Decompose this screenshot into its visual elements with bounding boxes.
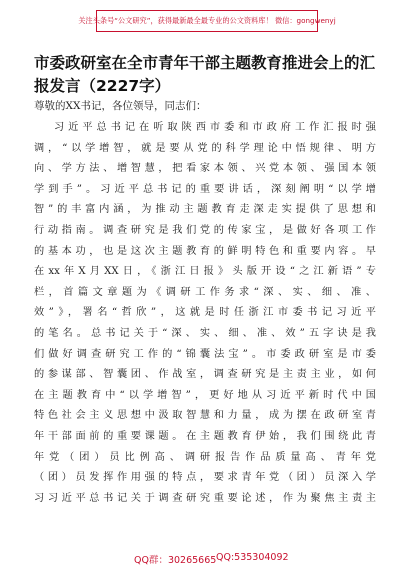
document-title: 市委政研室在全市青年干部主题教育推进会上的汇报发言（2227字） [34,54,376,95]
body-line: （团）员发挥作用强的特点，要求青年党（团）员深入学 [34,472,376,484]
body-line: 在主题教育中“以学增智”，更好地从习近平新时代中国 [34,389,376,401]
body-line: 习近平总书记在听取陕西市委和市政府工作汇报时强 [54,122,376,133]
body-line: 在xx年X月XX日，《浙江日报》头版开设“之江新语”专 [34,266,376,278]
qq-group-number: QQ群：30265665 [134,555,217,566]
body-line: 智”的丰富内涵，为推动主题教育走深走实提供了思想和 [34,204,376,216]
banner-text: 关注头条号“公文研究”，获得最新最全最专业的公文资料库！ 微信：gongwenyj [78,16,336,25]
body-line: 年干部面前的重要课题。在主题教育伊始，我们围绕此青 [34,430,376,442]
salutation: 尊敬的XX书记，各位领导，同志们： [34,100,207,112]
body-line: 的基本功，也是这次主题教育的鲜明特色和重要内容。早 [34,245,376,257]
body-line: 们做好调查研究工作的“锦囊法宝”。市委政研室是市委 [34,348,376,360]
body-line: 的笔名。总书记关于“深、实、细、准、效”五字诀是我 [34,327,376,339]
body-line: 效”》，署名“哲欣”，这就是时任浙江市委书记习近平 [34,307,376,319]
qq-contact-number: QQ:535304092 [216,552,289,563]
body-line: 调，“以学增智，就是要从党的科学理论中悟规律、明方 [34,142,376,154]
body-text [34,118,376,509]
body-line: 的参谋部、智囊团、作战室，调查研究是主责主业，如何 [34,369,376,381]
body-line: 行动指南。调查研究是我们党的传家宝，是做好各项工作 [34,224,376,236]
body-line: 学到手”。习近平总书记的重要讲话，深刻阐明“以学增 [34,183,376,195]
body-line: 栏，首篇文章题为《调研工作务求“深、实、细、准、 [34,286,376,298]
body-line: 习习近平总书记关于调查研究重要论述，作为聚焦主责主 [34,492,376,504]
body-line: 特色社会主义思想中汲取智慧和力量，成为摆在政研室青 [34,410,376,422]
body-line: 向、学方法、增智慧，把看家本领、兴党本领、强国本领 [34,163,376,175]
body-line: 年党（团）员比例高、调研报告作品质量高、青年党 [34,451,376,463]
header-banner [78,10,336,32]
footer [0,552,408,566]
